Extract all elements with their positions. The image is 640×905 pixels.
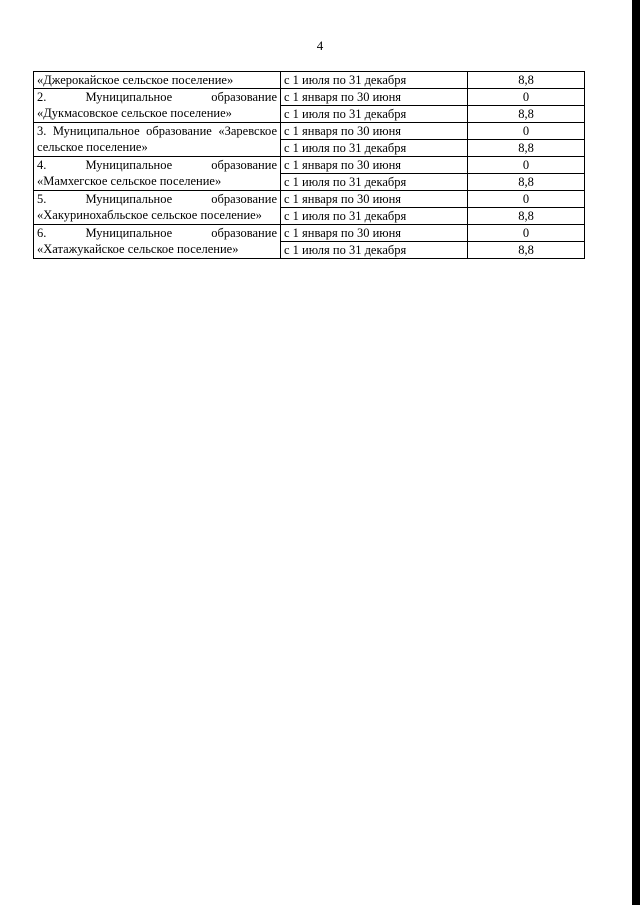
value-cell: 0 xyxy=(468,157,585,174)
period-cell: с 1 января по 30 июня xyxy=(281,123,468,140)
table-row xyxy=(34,89,585,106)
value-cell: 8,8 xyxy=(468,174,585,191)
table-row xyxy=(34,157,585,174)
period-cell: с 1 июля по 31 декабря xyxy=(281,72,468,89)
period-cell: с 1 июля по 31 декабря xyxy=(281,106,468,123)
period-cell: с 1 января по 30 июня xyxy=(281,225,468,242)
period-cell: с 1 января по 30 июня xyxy=(281,89,468,106)
rates-table xyxy=(33,71,585,259)
period-cell: с 1 июля по 31 декабря xyxy=(281,174,468,191)
period-cell: с 1 января по 30 июня xyxy=(281,191,468,208)
municipality-name: «Джерокайское сельское поселение» xyxy=(34,72,281,89)
value-cell: 8,8 xyxy=(468,242,585,259)
period-cell: с 1 июля по 31 декабря xyxy=(281,140,468,157)
value-cell: 0 xyxy=(468,123,585,140)
value-cell: 0 xyxy=(468,225,585,242)
municipality-name: 6. Муниципальное образование «Хатажукайское сельское поселение» xyxy=(34,225,281,259)
table-row xyxy=(34,225,585,242)
period-cell: с 1 января по 30 июня xyxy=(281,157,468,174)
value-cell: 0 xyxy=(468,89,585,106)
municipality-name: 3. Муниципальное образование «Заревское сельское поселение» xyxy=(34,123,281,157)
page-number: 4 xyxy=(316,38,324,53)
table-row xyxy=(34,123,585,140)
table-row xyxy=(34,72,585,89)
value-cell: 8,8 xyxy=(468,72,585,89)
value-cell: 8,8 xyxy=(468,140,585,157)
table-row xyxy=(34,191,585,208)
municipality-name: 4. Муниципальное образование «Мамхегское сельское поселение» xyxy=(34,157,281,191)
value-cell: 8,8 xyxy=(468,208,585,225)
value-cell: 0 xyxy=(468,191,585,208)
value-cell: 8,8 xyxy=(468,106,585,123)
period-cell: с 1 июля по 31 декабря xyxy=(281,208,468,225)
scan-edge xyxy=(632,0,640,905)
municipality-name: 5. Муниципальное образование «Хакуринохабльское сельское поселение» xyxy=(34,191,281,225)
municipality-name: 2. Муниципальное образование «Дукмасовское сельское поселение» xyxy=(34,89,281,123)
period-cell: с 1 июля по 31 декабря xyxy=(281,242,468,259)
